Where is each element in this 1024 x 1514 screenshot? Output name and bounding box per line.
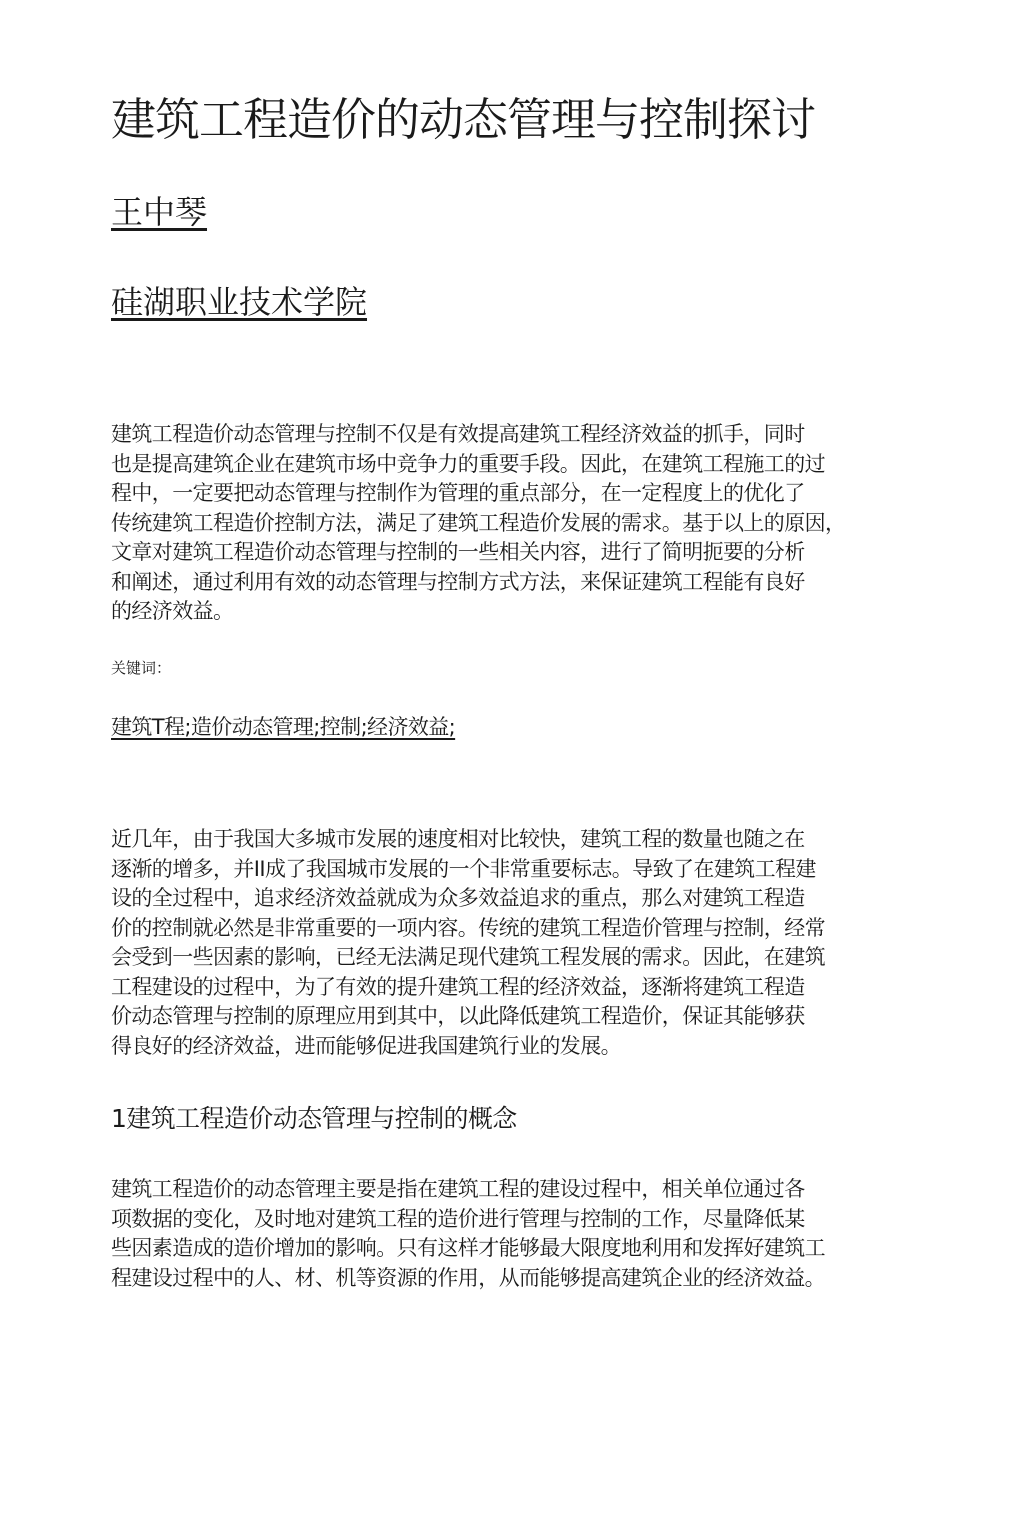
abstract-line: 的经济效益。 (111, 599, 234, 623)
intro-line: 会受到一些因素的影响，已经无法满足现代建筑工程发展的需求。因此，在建筑 (111, 945, 825, 969)
abstract-line: 也是提高建筑企业在建筑市场中竞争力的重要手段。因此，在建筑工程施工的过 (111, 451, 825, 476)
intro-line: 得良好的经济效益，进而能够促进我国建筑行业的发展。 (111, 1033, 621, 1058)
intro-line: 价的控制就必然是非常重要的一项内容。传统的建筑工程造价管理与控制，经常 (111, 915, 825, 940)
intro-line: 逐渐的增多，并II成了我国城市发展的一个非常重要标志。导致了在建筑工程建 (111, 856, 816, 881)
abstract-line: 和阐述，通过利用有效的动态管理与控制方式方法，来保证建筑工程能有良好 (111, 569, 805, 594)
intro-line: 价动态管理与控制的原理应用到其中，以此降低建筑工程造价，保证其能够获 (111, 1004, 805, 1028)
intro-line: 设的全过程中，追求经济效益就成为众多效益追求的重点，那么对建筑工程造 (111, 886, 805, 910)
section-1-line: 项数据的变化，及时地对建筑工程的造价进行管理与控制的工作，尽量降低某 (111, 1206, 805, 1231)
abstract-line: 传统建筑工程造价控制方法，满足了建筑工程造价发展的需求。基于以上的原因， (111, 510, 846, 535)
abstract-line: 文章对建筑工程造价动态管理与控制的一些相关内容，进行了简明扼要的分析 (111, 540, 805, 564)
intro-line: 工程建设的过程中，为了有效的提升建筑工程的经济效益，逐渐将建筑工程造 (111, 974, 805, 999)
section-1-line: 建筑工程造价的动态管理主要是指在建筑工程的建设过程中，相关单位通过各 (111, 1177, 805, 1201)
keywords-list[interactable]: 建筑T程;造价动态管理;控制;经济效益; (111, 715, 456, 739)
author-affiliation[interactable]: 硅湖职业技术学院 (111, 283, 368, 321)
paper-title: 建筑工程造价的动态管理与控制探讨 (111, 93, 816, 146)
abstract-line: 程中，一定要把动态管理与控制作为管理的重点部分，在一定程度上的优化了 (111, 481, 805, 505)
section-1-line: 些因素造成的造价增加的影响。只有这样才能够最大限度地利用和发挥好建筑工 (111, 1236, 825, 1260)
author-name[interactable]: 王中琴 (111, 193, 208, 231)
keywords-label: 关键词： (111, 659, 172, 677)
intro-line: 近几年，由于我国大多城市发展的速度相对比较快，建筑工程的数量也随之在 (111, 827, 805, 851)
abstract-paragraph (111, 420, 901, 627)
abstract-line: 建筑工程造价动态管理与控制不仅是有效提高建筑工程经济效益的抓手，同时 (111, 422, 805, 446)
section-1-paragraph (111, 1175, 901, 1293)
section-1-line: 程建设过程中的人、材、机等资源的作用，从而能够提高建筑企业的经济效益。 (111, 1265, 825, 1290)
section-1-heading: 1建筑工程造价动态管理与控制的概念 (111, 1104, 517, 1133)
intro-paragraph (111, 825, 901, 1061)
